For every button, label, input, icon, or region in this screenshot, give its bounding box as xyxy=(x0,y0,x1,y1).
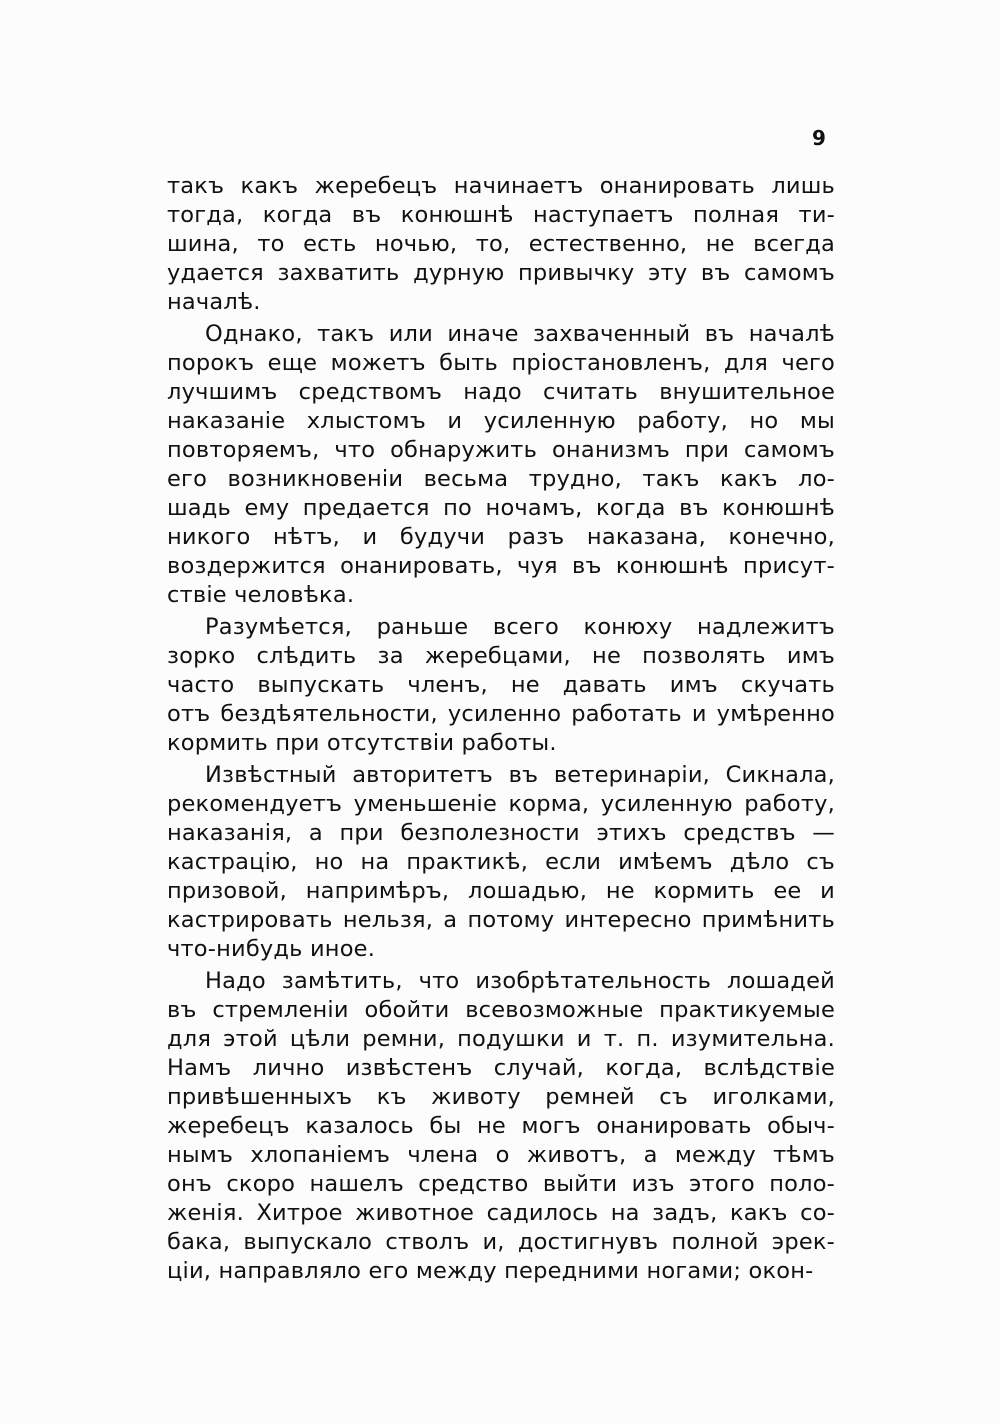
paragraph xyxy=(167,613,835,758)
text-line: Намъ лично извѣстенъ случай, когда, вслѣдствіе xyxy=(167,1055,835,1081)
text-line: кастрацію, но на практикѣ, если имѣемъ дѣло съ xyxy=(167,849,835,875)
text-line: шадь ему предается по ночамъ, когда въ конюшнѣ xyxy=(167,495,835,521)
text-line: началѣ. xyxy=(167,289,261,315)
page-number: 9 xyxy=(812,126,826,150)
text-line: Надо замѣтить, что изобрѣтательность лошадей xyxy=(205,968,835,994)
text-line: его возникновеніи весьма трудно, такъ какъ ло- xyxy=(167,466,835,492)
text-line: никого нѣтъ, и будучи разъ наказана, конечно, xyxy=(167,524,835,550)
text-line: кастрировать нельзя, а потому интересно примѣнить xyxy=(167,907,835,933)
text-line: Однако, такъ или иначе захваченный въ началѣ xyxy=(205,321,835,347)
text-line: зорко слѣдить за жеребцами, не позволять имъ xyxy=(167,643,835,669)
text-line: такъ какъ жеребецъ начинаетъ онанировать лишь xyxy=(167,173,835,199)
text-line: кормить при отсутствіи работы. xyxy=(167,730,557,756)
text-line: лучшимъ средствомъ надо считать внушительное xyxy=(167,379,835,405)
text-line: Извѣстный авторитетъ въ ветеринаріи, Сикнала, xyxy=(205,762,835,788)
text-line: отъ бездѣятельности, усиленно работать и умѣренно xyxy=(167,701,835,727)
text-line: наказанія, а при безполезности этихъ средствъ — xyxy=(167,820,835,846)
text-line: ствіе человѣка. xyxy=(167,582,355,608)
text-line: бака, выпускало стволъ и, достигнувъ полной эрек- xyxy=(167,1229,835,1255)
paragraph xyxy=(167,967,835,1286)
text-line: онъ скоро нашелъ средство выйти изъ этого поло- xyxy=(167,1171,835,1197)
text-line: воздержится онанировать, чуя въ конюшнѣ присут- xyxy=(167,553,835,579)
paragraph xyxy=(167,761,835,964)
text-line: для этой цѣли ремни, подушки и т. п. изумительна. xyxy=(167,1026,835,1052)
text-line: привѣшенныхъ къ животу ремней съ иголками, xyxy=(167,1084,835,1110)
text-line: рекомендуетъ уменьшеніе корма, усиленную работу, xyxy=(167,791,835,817)
body-text xyxy=(167,172,835,1286)
text-line: повторяемъ, что обнаружить онанизмъ при самомъ xyxy=(167,437,835,463)
text-line: порокъ еще можетъ быть пріостановленъ, для чего xyxy=(167,350,835,376)
text-line: удается захватить дурную привычку эту въ самомъ xyxy=(167,260,835,286)
text-line: жеребецъ казалось бы не могъ онанировать обыч- xyxy=(167,1113,835,1139)
text-line: въ стремленіи обойти всевозможные практикуемые xyxy=(167,997,835,1023)
paragraph xyxy=(167,320,835,610)
paragraph xyxy=(167,172,835,317)
text-line: Разумѣется, раньше всего конюху надлежитъ xyxy=(205,614,835,640)
text-line: ціи, направляло его между передними ногами; окон- xyxy=(167,1258,814,1284)
text-line: призовой, напримѣръ, лошадью, не кормить ее и xyxy=(167,878,835,904)
text-line: женія. Хитрое животное садилось на задъ, какъ со- xyxy=(167,1200,835,1226)
text-line: часто выпускать членъ, не давать имъ скучать xyxy=(167,672,835,698)
text-line: шина, то есть ночью, то, естественно, не всегда xyxy=(167,231,835,257)
text-line: нымъ хлопаніемъ члена о животъ, а между тѣмъ xyxy=(167,1142,835,1168)
text-line: наказаніе хлыстомъ и усиленную работу, но мы xyxy=(167,408,835,434)
text-line: что-нибудь иное. xyxy=(167,936,376,962)
text-line: тогда, когда въ конюшнѣ наступаетъ полная ти- xyxy=(167,202,835,228)
